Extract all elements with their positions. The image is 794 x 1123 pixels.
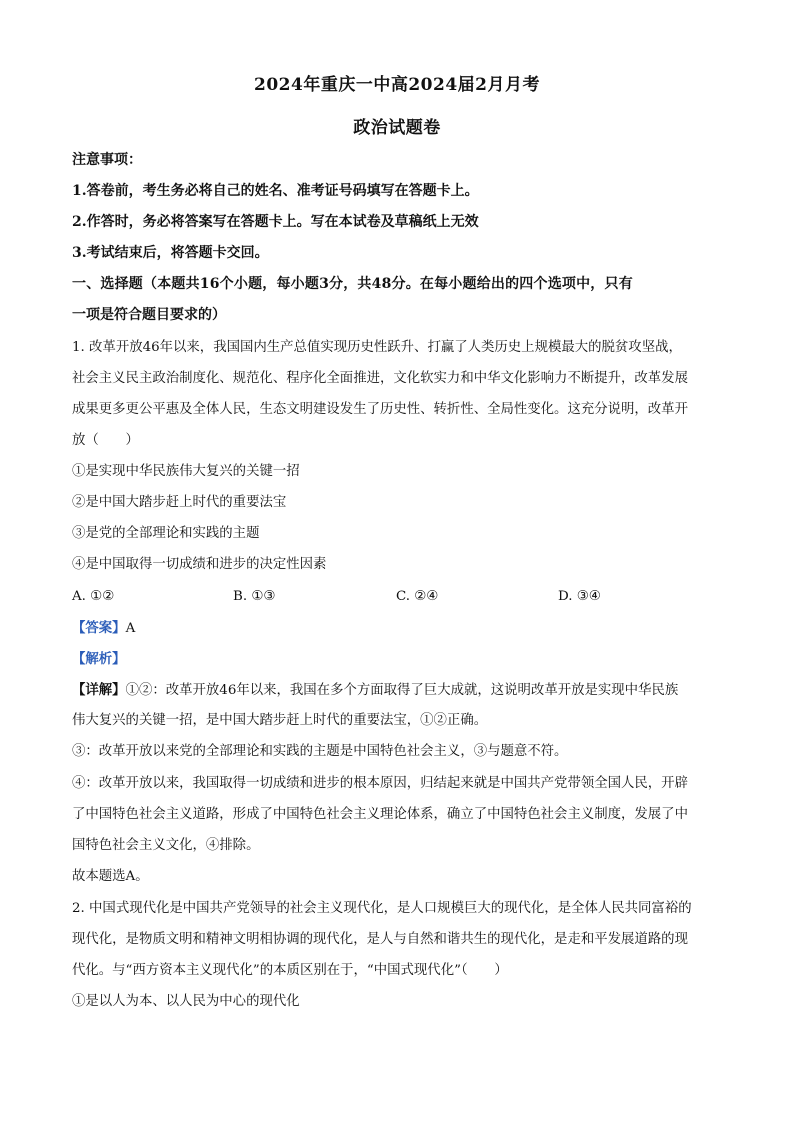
detail-text: 了中国特色社会主义道路，形成了中国特色社会主义理论体系，确立了中国特色社会主义制度，发展了中 [72,807,688,822]
detail-text: ③：改革开放以来党的全部理论和实践的主题是中国特色社会主义，③与题意不符。 [72,744,568,759]
option-a: A. ①② [72,589,115,604]
answer-tag: 【答案】 [72,620,126,636]
question-stem: 代化。与“西方资本主义现代化”的本质区别在于，“中国式现代化”（ ） [72,963,508,978]
section-heading-cont: 一项是符合题目要求的） [72,307,226,323]
question-stem: 放（ ） [72,433,139,448]
question-stem: 成果更多更公平惠及全体人民，生态文明建设发生了历史性、转折性、全局性变化。这充分说明，改革开 [72,402,688,417]
statement-item: ①是实现中华民族伟大复兴的关键一招 [72,464,300,479]
detail-tag: 【详解】 [72,682,126,698]
detail-text: ①②：改革开放46年以来，我国在多个方面取得了巨大成就，这说明改革开放是实现中华民族 [125,683,679,698]
detail-text: 伟大复兴的关键一招，是中国大踏步赶上时代的重要法宝，①②正确。 [72,713,488,728]
detail-text: 国特色社会主义文化，④排除。 [72,838,260,853]
answer-line [72,619,732,638]
option-c: C. ②④ [396,589,439,604]
answer-value: A [125,621,136,636]
exam-title: 2024年重庆一中高2024届2月月考 [254,75,540,95]
notice-item: 3.考试结束后，将答题卡交回。 [72,245,269,261]
detail-conclusion: 故本题选A。 [72,869,149,884]
option-d: D. ③④ [558,589,601,604]
question-stem: 现代化，是物质文明和精神文明相协调的现代化，是人与自然和谐共生的现代化，是走和平发展道路的现 [72,932,688,947]
exam-subtitle: 政治试题卷 [353,118,441,138]
analysis-line [72,650,732,669]
detail-text: ④：改革开放以来，我国取得一切成绩和进步的根本原因，归结起来就是中国共产党带领全国人民，开辟 [72,776,688,791]
question-stem: 2. 中国式现代化是中国共产党领导的社会主义现代化，是人口规模巨大的现代化，是全体人民共同富裕的 [72,901,692,916]
analysis-tag: 【解析】 [72,651,126,667]
option-b: B. ①③ [233,589,276,604]
statement-item: ①是以人为本、以人民为中心的现代化 [72,994,300,1009]
section-heading: 一、选择题（本题共16个小题，每小题3分，共48分。在每小题给出的四个选项中，只有 [72,276,633,292]
notice-item: 1.答卷前，考生务必将自己的姓名、准考证号码填写在答题卡上。 [72,183,479,199]
notice-item: 2.作答时，务必将答案写在答题卡上。写在本试卷及草稿纸上无效 [72,214,479,230]
notice-heading: 注意事项： [72,152,142,168]
detail-line [72,681,732,700]
question-stem: 1. 改革开放46年以来，我国国内生产总值实现历史性跃升、打赢了人类历史上规模最大的脱贫攻坚战， [72,340,682,355]
statement-item: ③是党的全部理论和实践的主题 [72,526,260,541]
question-stem: 社会主义民主政治制度化、规范化、程序化全面推进，文化软实力和中华文化影响力不断提升，改革发展 [72,371,688,386]
statement-item: ②是中国大踏步赶上时代的重要法宝 [72,495,287,510]
statement-item: ④是中国取得一切成绩和进步的决定性因素 [72,557,327,572]
